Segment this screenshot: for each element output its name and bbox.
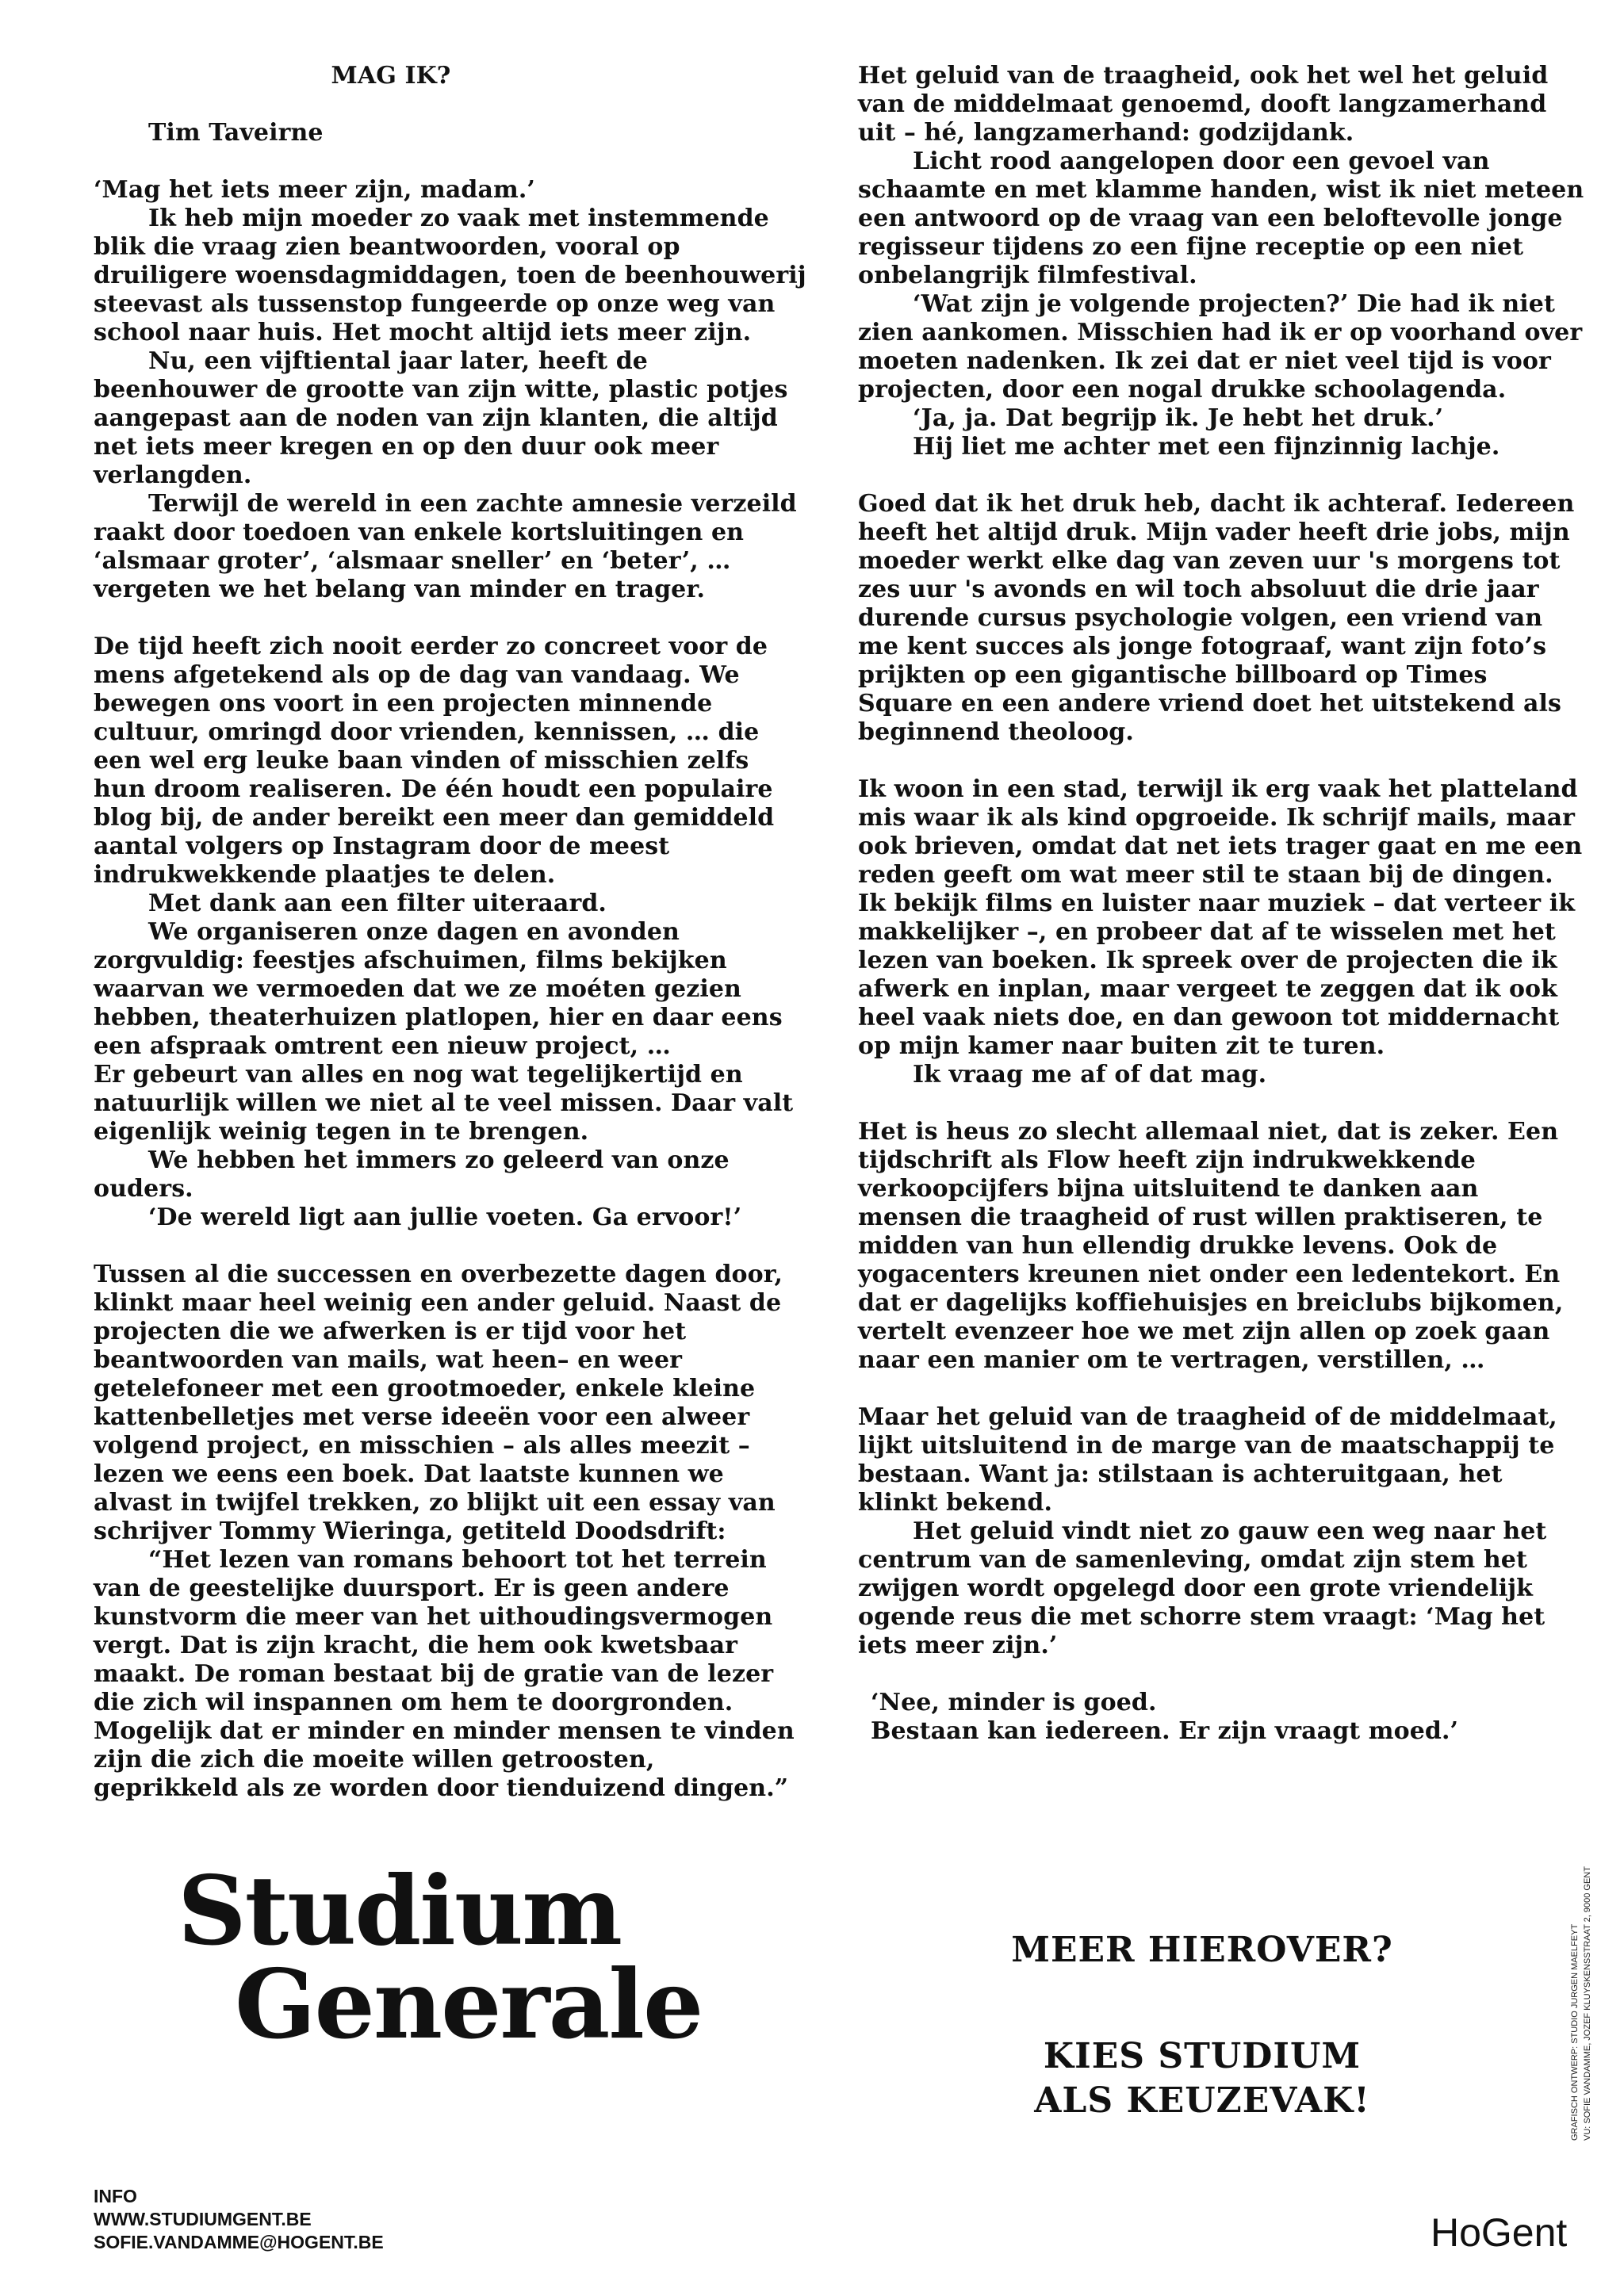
article-paragraph: Terwijl de wereld in een zachte amnesie verzeild raakt door toedoen van enkele kortsluitingen en ‘alsmaar groter’, ‘alsmaar sneller’ en ‘beter’, … vergeten we het belang van minder en trager. <box>94 490 797 603</box>
studium-generale-logo <box>178 1855 703 2061</box>
article-paragraph: Er gebeurt van alles en nog wat tegelijkertijd en natuurlijk willen we niet al te veel missen. Daar valt eigenlijk weinig tegen in te brengen. <box>94 1061 794 1146</box>
closing-quote-line: ‘Nee, minder is goed. <box>871 1689 1157 1716</box>
paragraph-gap <box>94 1232 807 1261</box>
article-paragraph: Ik heb mijn moeder zo vaak met instemmende blik die vraag zien beantwoorden, vooral op druiligere woensdagmiddagen, toen de beenhouwerij steevast als tussenstop fungeerde op onze weg van school naar huis. Het mocht altijd iets meer zijn. <box>94 205 806 346</box>
closing-quote <box>871 1689 1588 1746</box>
left-paragraphs <box>94 176 807 1803</box>
brand-line-2: Generale <box>235 1949 703 2061</box>
paragraph-gap <box>858 1089 1588 1118</box>
colophon <box>1568 1866 1594 2141</box>
info-block <box>94 2185 384 2254</box>
article-paragraph: Nu, een vijftiental jaar later, heeft de beenhouwer de grootte van zijn witte, plastic potjes aangepast aan de noden van zijn klanten, die altijd net iets meer kregen en op den duur ook meer verlangden. <box>94 347 788 489</box>
cta-line: MEER HIEROVER? <box>1011 1930 1393 1970</box>
article-paragraph: Met dank aan een filter uiteraard. <box>148 890 607 917</box>
email-link[interactable]: SOFIE.VANDAMME@HOGENT.BE <box>94 2232 384 2252</box>
article-paragraph: “Het lezen van romans behoort tot het terrein van de geestelijke duursport. Er is geen andere kunstvorm die meer van het uithoudingsvermogen vergt. Dat is zijn kracht, die hem ook kwetsbaar maakt. De roman bestaat bij de gratie van de lezer die zich wil inspannen om hem te doorgronden. Mogelijk dat er minder en minder mensen te vinden zijn die zich die moeite willen getroosten, geprikkeld als ze worden door tienduizend dingen.” <box>94 1546 795 1802</box>
article-author: Tim Taveirne <box>148 119 324 147</box>
article-paragraph: Goed dat ik het druk heb, dacht ik achteraf. Iedereen heeft het altijd druk. Mijn vader heeft drie jobs, mijn moeder werkt elke dag van zeven uur 's morgens tot zes uur 's avonds en wil toch absoluut die drie jaar durende cursus psychologie volgen, een vriend van me kent succes als jonge fotograaf, want zijn foto’s prijkten op een gigantische billboard op Times Square en een andere vriend doet het uitstekend als beginnend theoloog. <box>858 490 1575 746</box>
info-label: INFO <box>94 2186 137 2206</box>
article-paragraph: We organiseren onze dagen en avonden zorgvuldig: feestjes afschuimen, films bekijken waarvan we vermoeden dat we ze moéten gezien hebben, theaterhuizen platlopen, hier en daar eens een afspraak omtrent een nieuw project, … <box>94 918 783 1060</box>
article-paragraph: De tijd heeft zich nooit eerder zo concreet voor de mens afgetekend als op de dag van vandaag. We bewegen ons voort in een projecten minnende cultuur, omringd door vrienden, kennissen, … die een wel erg leuke baan vinden of misschien zelfs hun droom realiseren. De één houdt een populaire blog bij, de ander bereikt een meer dan gemiddeld aantal volgers op Instagram door de meest indrukwekkende plaatjes te delen. <box>94 633 775 889</box>
article-paragraph: Ik woon in een stad, terwijl ik erg vaak het platteland mis waar ik als kind opgroeide. Ik schrijf mails, maar ook brieven, omdat dat net iets trager gaat en me een reden geeft om wat meer stil te staan bij de dingen. Ik bekijk films en luister naar muziek – dat verteer ik makkelijker –, en probeer dat af te wisselen met het lezen van boeken. Ik spreek over de projecten die ik afwerk en inplan, maar vergeet te zeggen dat ik ook heel vaak niets doe, en dan gewoon tot middernacht op mijn kamer naar buiten zit te turen. <box>858 775 1583 1060</box>
article-paragraph: Het is heus zo slecht allemaal niet, dat is zeker. Een tijdschrift als Flow heeft zijn indrukwekkende verkoopcijfers bijna uitsluitend te danken aan mensen die traagheid of rust willen praktiseren, te midden van hun ellendig drukke levens. Ook de yogacenters kreunen niet onder een ledentekort. En dat er dagelijks koffiehuisjes en breiclubs bijkomen, vertelt evenzeer hoe we met zijn allen op zoek gaan naar een manier om te vertragen, verstillen, … <box>858 1118 1564 1374</box>
closing-quote-line: Bestaan kan iedereen. Er zijn vraagt moed.’ <box>871 1717 1459 1745</box>
article-paragraph: Het geluid van de traagheid, ook het wel het geluid van de middelmaat genoemd, dooft langzamerhand uit – hé, langzamerhand: godzijdank. <box>858 62 1549 147</box>
article-paragraph: Maar het geluid van de traagheid of de middelmaat, lijkt uitsluitend in de marge van de maatschappij te bestaan. Want ja: stilstaan is achteruitgaan, het klinkt bekend. <box>858 1403 1557 1517</box>
hogent-logo: HoGent <box>1431 2210 1568 2255</box>
website-link[interactable]: WWW.STUDIUMGENT.BE <box>94 2209 312 2229</box>
colophon-line: VU: SOFIE VANDAMME, JOZEF KLUYSKENSSTRAAT 2, 9000 GENT <box>1583 1866 1592 2141</box>
colophon-line: GRAFISCH ONTWERP: STUDIO JURGEN MAELFEYT <box>1570 1923 1580 2141</box>
cta-line: ALS KEUZEVAK! <box>1034 2080 1370 2121</box>
article-paragraph: Hij liet me achter met een fijnzinnig lachje. <box>913 433 1500 461</box>
article-paragraph: Het geluid vindt niet zo gauw een weg naar het centrum van de samenleving, omdat zijn stem het zwijgen wordt opgelegd door een grote vriendelijk ogende reus die met schorre stem vraagt: ‘Mag het iets meer zijn.’ <box>858 1517 1547 1659</box>
cta-question <box>980 1928 1424 1973</box>
article-paragraph: ‘Mag het iets meer zijn, madam.’ <box>94 176 535 204</box>
article-paragraph: ‘De wereld ligt aan jullie voeten. Ga ervoor!’ <box>148 1203 742 1231</box>
paragraph-gap <box>858 1660 1588 1689</box>
paragraph-gap <box>858 461 1588 490</box>
paragraph-gap <box>858 747 1588 775</box>
cta-line: KIES STUDIUM <box>1043 2036 1362 2076</box>
right-paragraphs <box>858 62 1588 1689</box>
article-right-column <box>858 62 1588 1746</box>
cta-call <box>980 2034 1424 2123</box>
article-paragraph: We hebben het immers zo geleerd van onze ouders. <box>94 1146 730 1203</box>
article-paragraph: Licht rood aangelopen door een gevoel van schaamte en met klamme handen, wist ik niet meteen een antwoord op de vraag van een beloftevolle jonge regisseur tijdens zo een fijne receptie op een niet onbelangrijk filmfestival. <box>858 147 1584 289</box>
paragraph-gap <box>94 604 807 633</box>
article-paragraph: ‘Wat zijn je volgende projecten?’ Die had ik niet zien aankomen. Misschien had ik er op voorhand over moeten nadenken. Ik zei dat er niet veel tijd is voor projecten, door een nogal drukke schoolagenda. <box>858 290 1583 404</box>
article-paragraph: Tussen al die successen en overbezette dagen door, klinkt maar heel weinig een ander geluid. Naast de projecten die we afwerken is er tijd voor het beantwoorden van mails, wat heen– en weer getelefoneer met een grootmoeder, enkele kleine kattenbelletjes met verse ideeën voor een alweer volgend project, en misschien – als alles meezit – lezen we eens een boek. Dat laatste kunnen we alvast in twijfel trekken, zo blijkt uit een essay van schrijver Tommy Wieringa, getiteld Doodsdrift: <box>94 1261 783 1545</box>
article-title: MAG IK? <box>331 62 451 90</box>
paragraph-gap <box>858 1375 1588 1403</box>
article-paragraph: Ik vraag me af of dat mag. <box>913 1061 1267 1089</box>
brand-line-1: Studium <box>178 1855 622 1967</box>
article-left-column <box>94 62 807 1803</box>
article-paragraph: ‘Ja, ja. Dat begrijp ik. Je hebt het druk.’ <box>913 404 1444 432</box>
